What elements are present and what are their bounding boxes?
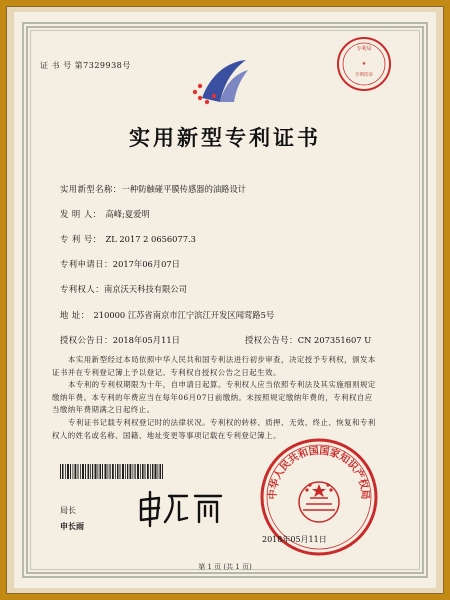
svg-text:★: ★ [361, 61, 367, 67]
field-value: 2018年05月11日 [112, 335, 180, 345]
field-value: 南京沃天科技有限公司 [104, 284, 187, 294]
certificate-number [40, 60, 131, 71]
field-patent-number [60, 233, 196, 245]
field-label: 授权公告日： [60, 335, 113, 345]
svg-text:专利局: 专利局 [356, 46, 372, 52]
certificate-title: 实用新型专利证书 [129, 125, 321, 150]
field-label: 专 利 号： [60, 234, 102, 244]
approval-stamp-icon [336, 36, 392, 92]
paragraph-grant-notice: 本实用新型经过本局依照中华人民共和国专利法进行初步审查，决定授予专利权，颁发本证书并在专利登记簿上予以登记。专利权自授权公告之日起生效。 [52, 355, 376, 377]
cnipa-logo-icon [186, 56, 262, 106]
svg-text:专利印章: 专利印章 [355, 73, 373, 78]
field-address [60, 309, 274, 321]
field-value: 高峰;夏爱明 [105, 209, 150, 219]
field-label: 实用新型名称： [60, 184, 122, 194]
field-utility-model-name [60, 183, 246, 195]
field-grant-number [245, 334, 371, 346]
page-footer: 第 1 页 (共 1 页) [198, 563, 252, 571]
field-inventor [60, 208, 150, 220]
certificate-number-value: 第7329938号 [74, 61, 131, 70]
field-patentee [60, 283, 187, 295]
seal-date: 2018年05月11日 [262, 535, 327, 544]
field-label: 专利权人： [60, 284, 104, 294]
field-label: 发 明 人： [60, 209, 102, 219]
field-grant-date [60, 334, 180, 346]
field-value: 2017年06月07日 [112, 259, 180, 269]
certificate-number-label: 证 书 号 [40, 61, 72, 70]
field-value: 一种防触碰平膜传感器的油路设计 [121, 184, 247, 194]
svg-text:中华人民共和国国家知识产权局: 中华人民共和国国家知识产权局 [267, 445, 371, 500]
director-name: 申长雨 [60, 521, 84, 531]
field-value: ZL 2017 2 0656077.3 [105, 234, 196, 244]
paragraph-legal-status: 专利证书记载专利权登记时的法律状况。专利权的转移、质押、无效、终止、恢复和专利权人的姓名或名称、国籍、地址变更等事项记载在专利登记簿上。 [52, 418, 376, 440]
barcode-icon [60, 464, 165, 479]
field-label: 专利申请日： [60, 259, 113, 269]
field-label: 地 址： [60, 310, 90, 320]
field-filing-date [60, 258, 180, 270]
field-value: 210000 江苏省南京市江宁滨江开发区闻莺路5号 [93, 310, 275, 320]
field-value: CN 207351607 U [297, 335, 372, 345]
director-title: 局长 [60, 506, 76, 515]
paragraph-term-and-fees: 本专利的专利权期限为十年，自申请日起算。专利权人应当依照专利法及其实施细则规定缴纳年费。本专利的年费应当在每年06月07日前缴纳。未按照规定缴纳年费的，专利权自应当缴纳年费期满之日起终止。 [52, 380, 376, 414]
signature-icon [135, 488, 225, 528]
field-label: 授权公告号： [245, 335, 298, 345]
